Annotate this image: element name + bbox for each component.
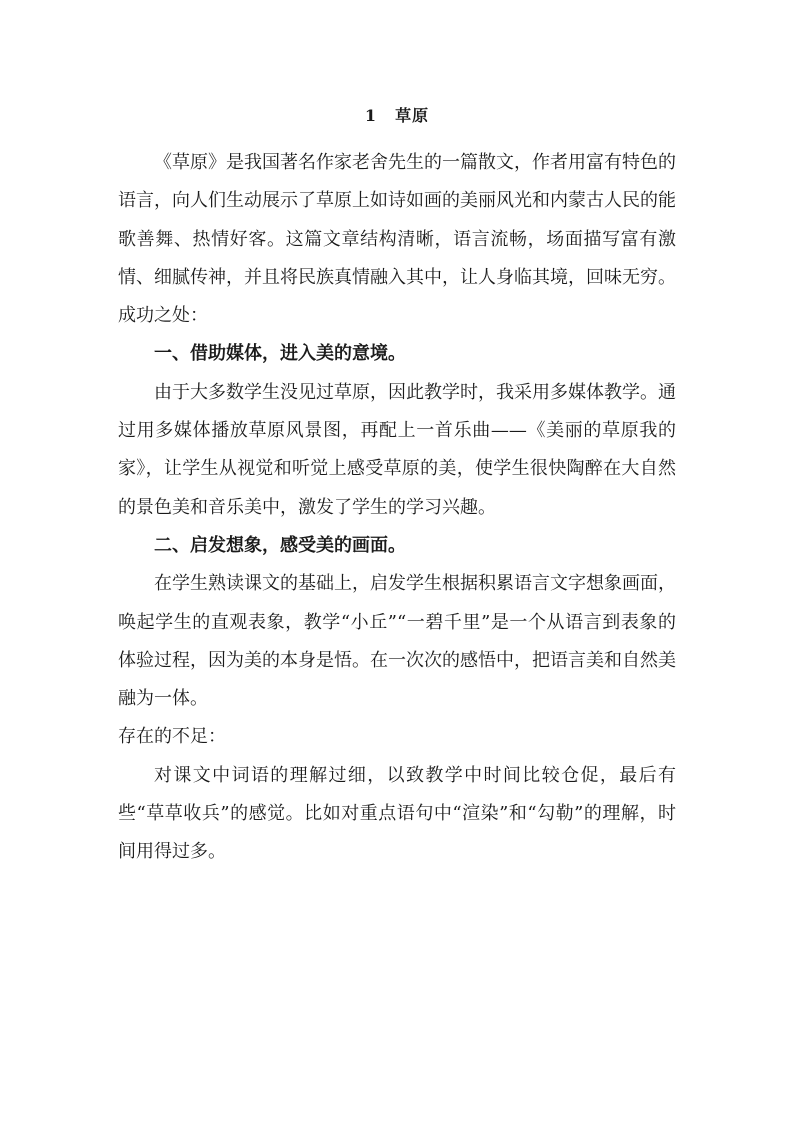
section-heading-2: 二、启发想象，感受美的画面。 xyxy=(154,534,406,556)
section-paragraph-2: 在学生熟读课文的基础上，启发学生根据积累语言文字想象画面，唤起学生的直观表象，教学“小丘”“一碧千里”是一个从语言到表象的体验过程，因为美的本身是悟。在一次次的感悟中，把语言美和自然美融为一体。 xyxy=(118,573,676,710)
section-heading-1: 一、借助媒体，进入美的意境。 xyxy=(154,343,406,365)
intro-paragraph: 《草原》是我国著名作家老舍先生的一篇散文，作者用富有特色的语言，向人们生动展示了草原上如诗如画的美丽风光和内蒙古人民的能歌善舞、热情好客。这篇文章结构清晰，语言流畅，场面描写富有激情、细腻传神，并且将民族真情融入其中，让人身临其境，回味无穷。 xyxy=(118,152,676,288)
document-body xyxy=(118,144,676,872)
title-text: 草原 xyxy=(395,106,430,125)
shortcoming-paragraph: 对课文中词语的理解过细，以致教学中时间比较仓促，最后有些“草草收兵”的感觉。比如对重点语句中“渲染”和“勾勒”的理解，时间用得过多。 xyxy=(118,764,676,863)
title-number: 1 xyxy=(364,106,378,125)
shortcoming-label: 存在的不足： xyxy=(118,726,226,748)
document-title xyxy=(0,104,794,128)
section-paragraph-1: 由于大多数学生没见过草原，因此教学时，我采用多媒体教学。通过用多媒体播放草原风景图，再配上一首乐曲——《美丽的草原我的家》，让学生从视觉和听觉上感受草原的美，使学生很快陶醉在大自然的景色美和音乐美中，激发了学生的学习兴趣。 xyxy=(118,381,676,518)
success-label: 成功之处： xyxy=(118,305,208,327)
